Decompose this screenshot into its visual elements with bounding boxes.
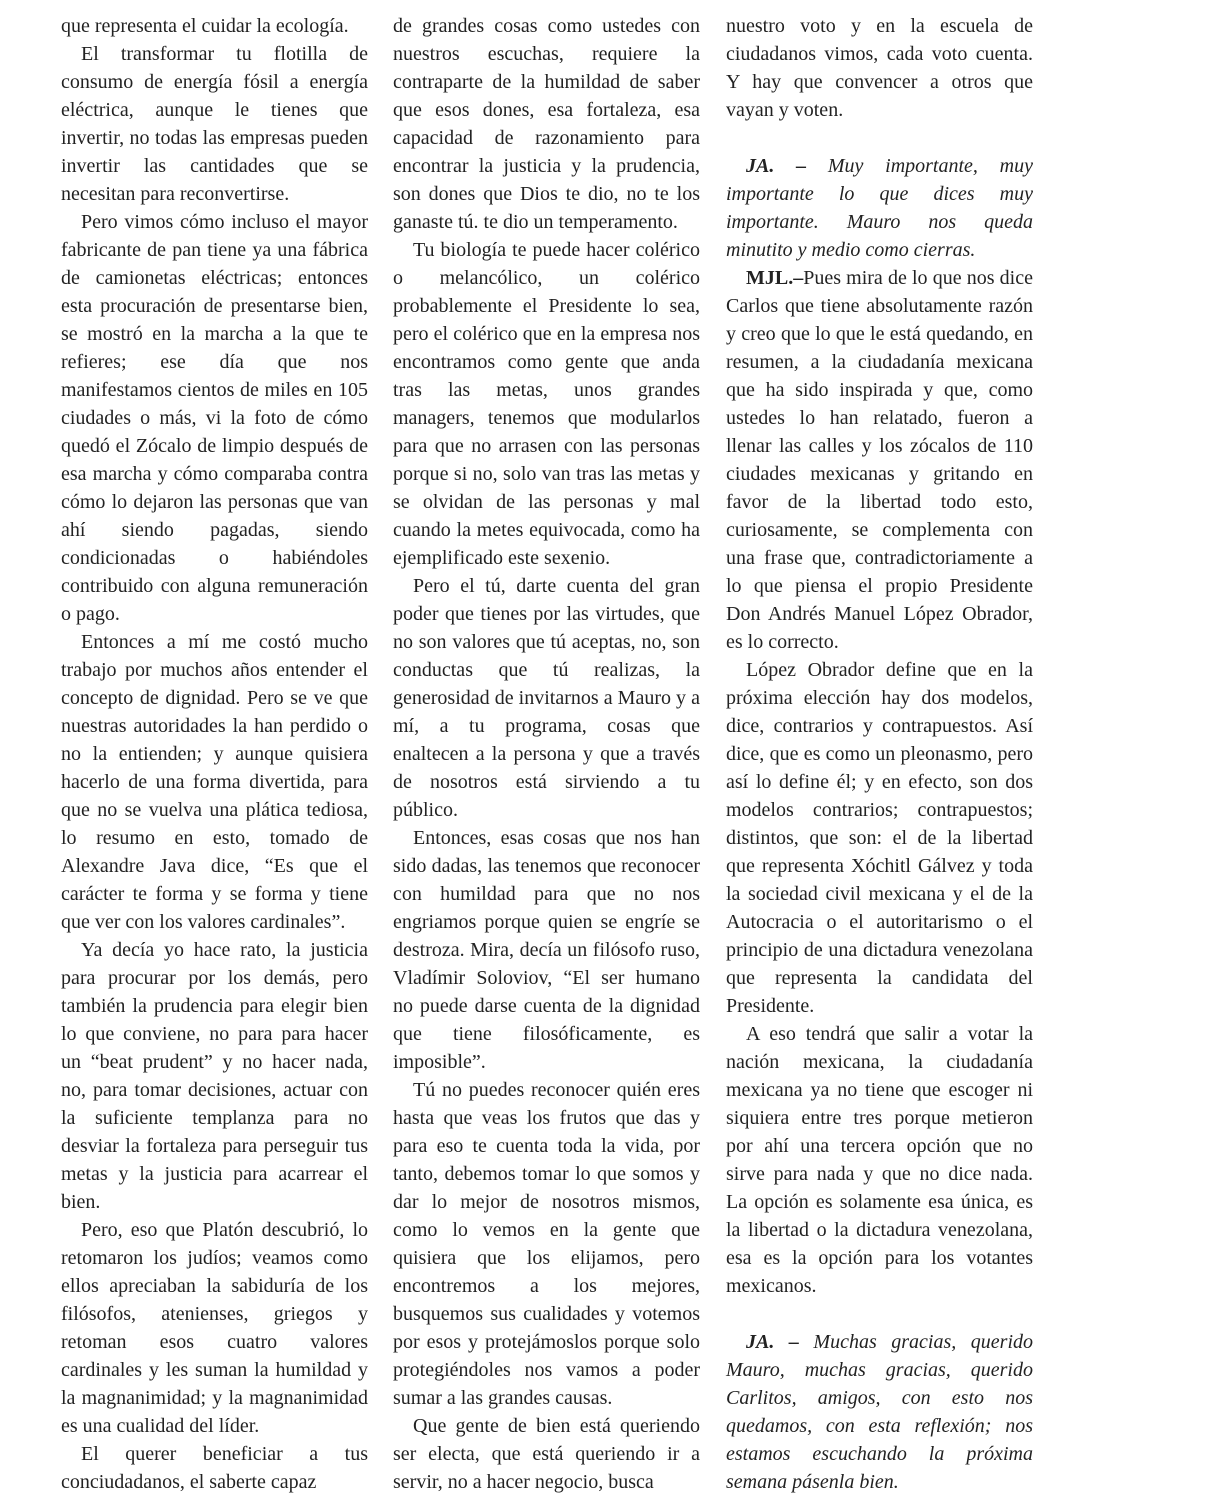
paragraph: de grandes cosas como ustedes con nuestros escuchas, requiere la contraparte de la humildad de saber que esos dones, esa fortaleza, esa capacidad de razonamiento para encontrar la justicia y la prudencia, son dones que Dios te dio, no te los ganaste tú. te dio un temperamento. [393, 15, 700, 233]
paragraph: Que gente de bien está queriendo ser electa, que está queriendo ir a servir, no a hacer negocio, busca [393, 1415, 700, 1493]
speaker-label: JA. – [746, 155, 807, 177]
speaker-label: MJL.– [746, 267, 804, 289]
paragraph: Pero, eso que Platón descubrió, lo retomaron los judíos; veamos como ellos apreciaban la sabiduría de los filósofos, atenienses, griegos y retoman esos cuatro valores cardinales y les suman la humildad y la magnanimidad; y la magnanimidad es una cualidad del líder. [61, 1219, 368, 1437]
paragraph: que representa el cuidar la ecología. [61, 15, 349, 37]
dialogue-text: Muy importante, muy importante lo que dices muy importante. Mauro nos queda minutito y medio como cierras. [726, 155, 1033, 261]
dialogue-text: Pues mira de lo que nos dice Carlos que tiene absolutamente razón y creo que lo que le está quedando, en resumen, a la ciudadanía mexicana que ha sido inspirada y que, como ustedes lo han relatado, fueron a llenar las calles y los zócalos de 110 ciudades mexicanas y gritando en favor de la libertad todo esto, curiosamente, se complementa con una frase que, contradictoriamente a lo que piensa el propio Presidente Don Andrés Manuel López Obrador, es lo correcto. [726, 267, 1033, 653]
text-column-3 [726, 12, 1033, 1496]
paragraph: A eso tendrá que salir a votar la nación mexicana, la ciudadanía mexicana ya no tiene que escoger ni siquiera entre tres porque metieron por ahí una tercera opción que no sirve para nada y que no dice nada. La opción es solamente esa única, es la libertad o la dictadura venezolana, esa es la opción para los votantes mexicanos. [726, 1023, 1033, 1297]
paragraph: Pero vimos cómo incluso el mayor fabricante de pan tiene ya una fábrica de camionetas eléctricas; entonces esta procuración de presentarse bien, se mostró en la marcha a la que te refieres; ese día que nos manifestamos cientos de miles en 105 ciudades o más, vi la foto de cómo quedó el Zócalo de limpio después de esa marcha y cómo comparaba contra cómo lo dejaron las personas que van ahí siendo pagadas, siendo condicionadas o habiéndoles contribuido con alguna remuneración o pago. [61, 211, 368, 625]
paragraph: Entonces, esas cosas que nos han sido dadas, las tenemos que reconocer con humildad para que no nos engriamos porque quien se engríe se destroza. Mira, decía un filósofo ruso, Vladímir Soloviov, “El ser humano no puede darse cuenta de la dignidad que tiene filosóficamente, es imposible”. [393, 827, 700, 1073]
paragraph: Entonces a mí me costó mucho trabajo por muchos años entender el concepto de dignidad. Pero se ve que nuestras autoridades la han perdido o no la entienden; y aunque quisiera hacerlo de una forma divertida, para que no se vuelva una plática tediosa, lo resumo en esto, tomado de Alexandre Java dice, “Es que el carácter te forma y se forma y tiene que ver con los valores cardinales”. [61, 631, 368, 933]
paragraph: Ya decía yo hace rato, la justicia para procurar por los demás, pero también la prudencia para elegir bien lo que conviene, no para para hacer un “beat prudent” y no hacer nada, no, para tomar decisiones, actuar con la suficiente templanza para no desviar la fortaleza para perseguir tus metas y la justicia para acarrear el bien. [61, 939, 368, 1213]
text-column-2 [393, 12, 700, 1496]
paragraph: El querer beneficiar a tus conciudadanos, el saberte capaz [61, 1443, 368, 1493]
paragraph: El transformar tu flotilla de consumo de energía fósil a energía eléctrica, aunque le tienes que invertir, no todas las empresas pueden invertir las cantidades que se necesitan para reconvertirse. [61, 43, 368, 205]
paragraph: Tú no puedes reconocer quién eres hasta que veas los frutos que das y para eso te cuenta toda la vida, por tanto, debemos tomar lo que somos y dar lo mejor de nosotros mismos, como lo vemos en la gente que quisiera que los elijamos, pero encontremos a los mejores, busquemos sus cualidades y votemos por esos y protejámoslos porque solo protegiéndoles nos vamos a poder sumar a las grandes causas. [393, 1079, 700, 1409]
paragraph: Pero el tú, darte cuenta del gran poder que tienes por las virtudes, que no son valores que tú aceptas, no, son conductas que tú realizas, la generosidad de invitarnos a Mauro y a mí, a tu programa, cosas que enaltecen a la persona y que a través de nosotros está sirviendo a tu público. [393, 575, 700, 821]
text-column-1 [61, 12, 368, 1496]
paragraph: Tu biología te puede hacer colérico o melancólico, un colérico probablemente el Presidente lo sea, pero el colérico que en la empresa nos encontramos como gente que anda tras las metas, unos grandes managers, tenemos que modularlos para que no arrasen con las personas porque si no, solo van tras las metas y se olvidan de las personas y mal cuando la metes equivocada, como ha ejemplificado este sexenio. [393, 239, 700, 569]
dialogue-paragraph [726, 264, 1033, 656]
dialogue-paragraph [726, 1328, 1033, 1496]
dialogue-text: Muchas gracias, querido Mauro, muchas gracias, querido Carlitos, amigos, con esto nos quedamos, con esta reflexión; nos estamos escuchando la próxima semana pásenla bien. [726, 1331, 1033, 1493]
paragraph: nuestro voto y en la escuela de ciudadanos vimos, cada voto cuenta. Y hay que convencer a otros que vayan y voten. [726, 15, 1033, 121]
dialogue-paragraph [726, 152, 1033, 264]
paragraph: López Obrador define que en la próxima elección hay dos modelos, dice, contrarios y contrapuestos. Así dice, que es como un pleonasmo, pero así lo define él; y en efecto, son dos modelos contrarios; contrapuestos; distintos, que son: el de la libertad que representa Xóchitl Gálvez y toda la sociedad civil mexicana y el de la Autocracia o el autoritarismo o el principio de una dictadura venezolana que representa la candidata del Presidente. [726, 659, 1033, 1017]
speaker-label: JA. – [746, 1331, 799, 1353]
